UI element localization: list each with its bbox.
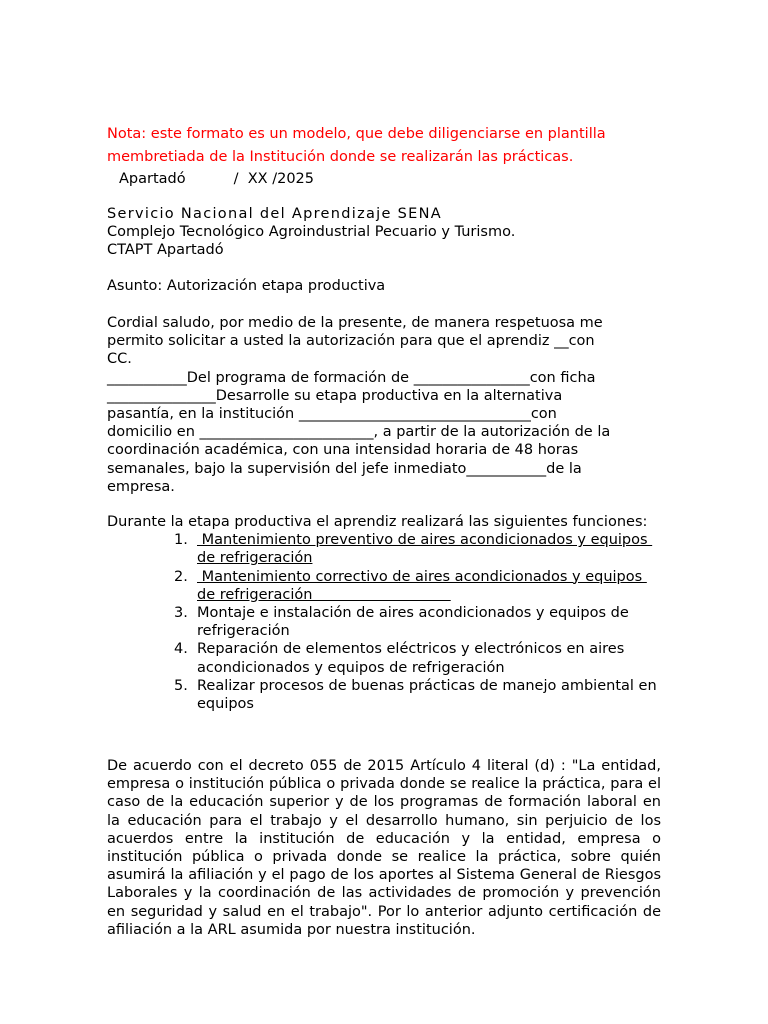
function-text: de refrigeración — [197, 586, 451, 603]
body-line: empresa. — [107, 478, 175, 495]
note-line-1: Nota: este formato es un modelo, que debe diligenciarse en plantilla — [107, 126, 606, 142]
body-line: _______________Desarrolle su etapa productiva en la alternativa — [107, 387, 563, 404]
subject-line: Asunto: Autorización etapa productiva — [107, 278, 386, 294]
recipient-line-1: Servicio Nacional del Aprendizaje SENA — [107, 206, 442, 222]
date-value: XX /2025 — [247, 171, 314, 187]
decree-text: De acuerdo con el decreto 055 de 2015 Artículo 4 literal (d) : "La entidad, empresa o institución pública o privada donde se realice la práctica, para el caso de la educación superior y de los programas de formación laboral en la educación para el trabajo y el desarrollo humano, sin perjuicio de los acuerdos entre la institución de educación y la entidad, empresa o institución pública o privada donde se realice la práctica, sobre quién asumirá la afiliación y el pago de los aportes al Sistema General de Riesgos Laborales y la coordinación de las actividades de promoción y prevención en seguridad y salud en el trabajo". Por lo anterior adjunto certificación de afiliación a la ARL asumida por nuestra institución. — [107, 758, 661, 938]
function-item — [107, 531, 707, 567]
functions-list — [107, 531, 707, 713]
function-text: Realizar procesos de buenas prácticas de manejo ambiental en — [197, 677, 657, 694]
body-line: CC. — [107, 351, 132, 368]
body-line: permito solicitar a usted la autorización para que el aprendiz __con — [107, 333, 595, 350]
functions-section — [107, 513, 707, 713]
functions-intro: Durante la etapa productiva el aprendiz realizará las siguientes funciones: — [107, 514, 648, 530]
recipient-line-3: CTAPT Apartadó — [107, 242, 224, 259]
function-item — [107, 568, 707, 604]
date-slash: / — [233, 171, 239, 187]
date-line — [119, 170, 681, 188]
recipient-block — [107, 205, 669, 260]
function-text: Montaje e instalación de aires acondicionados y equipos de — [197, 605, 629, 622]
function-text: Mantenimiento correctivo de aires acondicionados y equipos — [197, 568, 647, 585]
function-text: refrigeración — [197, 623, 290, 640]
body-line: domicilio en ________________________, a partir de la autorización de la — [107, 424, 611, 441]
function-text: equipos — [197, 696, 254, 713]
date-place: Apartadó — [119, 171, 186, 187]
function-text: Mantenimiento preventivo de aires acondicionados y equipos — [197, 532, 653, 549]
body-line: coordinación académica, con una intensidad horaria de 48 horas — [107, 442, 579, 459]
function-text: acondicionados y equipos de refrigeración — [197, 659, 505, 676]
body-line: pasantía, en la institución ________________________________con — [107, 406, 557, 423]
recipient-line-2: Complejo Tecnológico Agroindustrial Pecuario y Turismo. — [107, 224, 516, 241]
function-number: 4. — [174, 641, 188, 658]
function-item — [107, 640, 707, 676]
body-line: semanales, bajo la supervisión del jefe inmediato___________de la — [107, 460, 582, 477]
function-item — [107, 604, 707, 640]
request-paragraph — [107, 314, 687, 496]
template-note — [107, 123, 669, 169]
function-item — [107, 677, 707, 713]
body-line: ___________Del programa de formación de ________________con ficha — [107, 369, 596, 386]
note-line-2: membretiada de la Institución donde se realizarán las prácticas. — [107, 149, 574, 165]
function-text: Reparación de elementos eléctricos y electrónicos en aires — [197, 641, 625, 658]
function-number: 1. — [174, 532, 188, 549]
function-number: 3. — [174, 605, 188, 622]
function-number: 2. — [174, 568, 188, 585]
function-text: de refrigeración — [197, 550, 313, 567]
body-line: Cordial saludo, por medio de la presente, de manera respetuosa me — [107, 315, 603, 331]
decree-paragraph — [107, 757, 661, 939]
function-number: 5. — [174, 677, 188, 694]
